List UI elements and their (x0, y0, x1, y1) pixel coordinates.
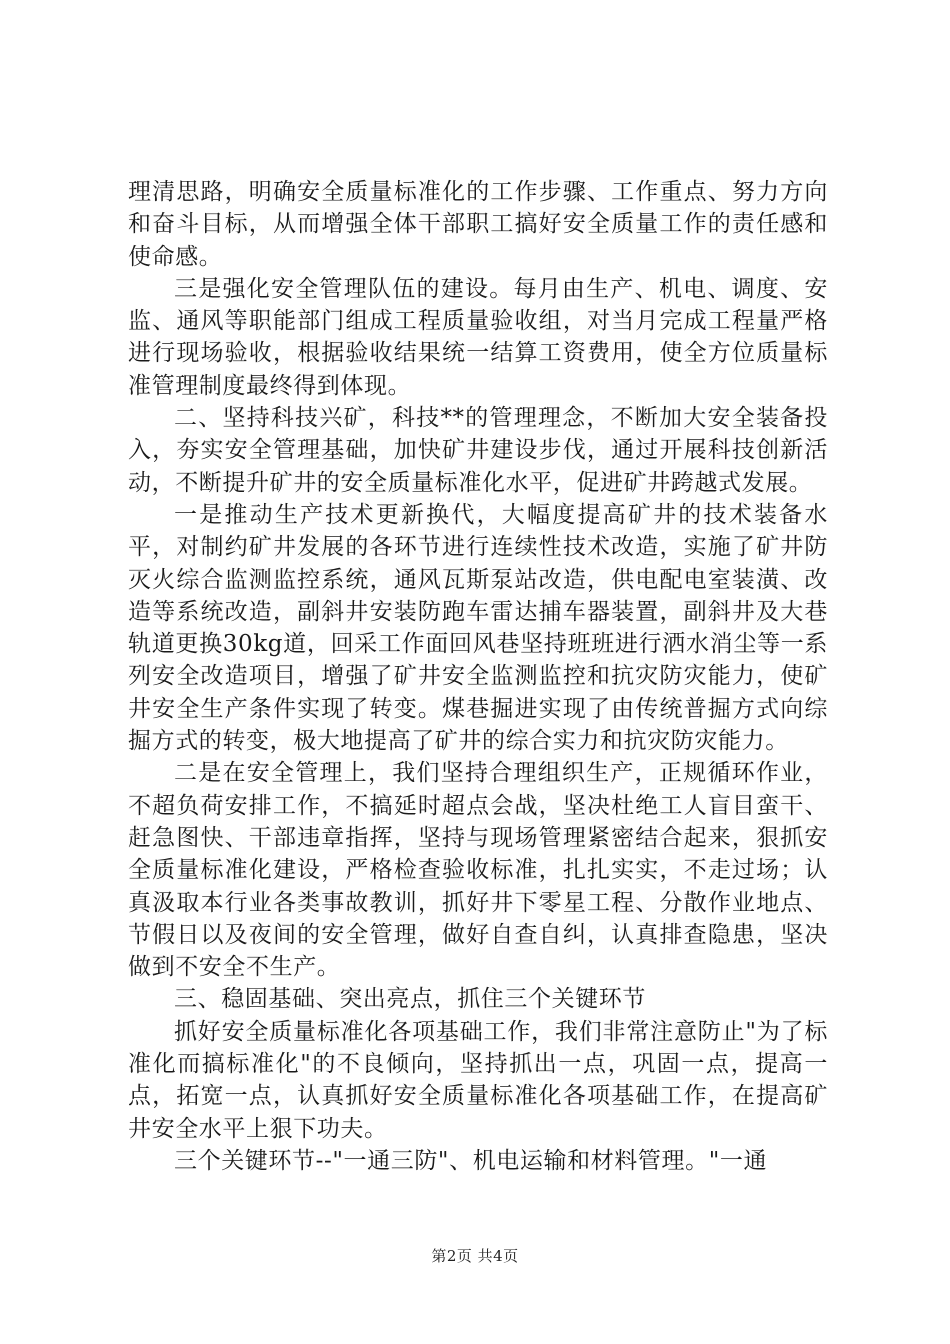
page-number-footer: 第2页 共4页 (431, 1247, 519, 1265)
paragraph-5: 二是在安全管理上，我们坚持合理组织生产，正规循环作业，不超负荷安排工作，不搞延时超点会战，坚决杜绝工人盲目蛮干、赶急图快、干部违章指挥，坚持与现场管理紧密结合起来，狠抓安全质量标准化建设，严格检查验收标准，扎扎实实，不走过场；认真汲取本行业各类事故教训，抓好井下零星工程、分散作业地点、节假日以及夜间的安全管理，做好自查自纠，认真排查隐患，坚决做到不安全不生产。 (128, 760, 828, 981)
paragraph-4: 一是推动生产技术更新换代，大幅度提高矿井的技术装备水平，对制约矿井发展的各环节进行连续性技术改造，实施了矿井防灭火综合监测监控系统，通风瓦斯泵站改造，供电配电室装潢、改造等系统改造，副斜井安装防跑车雷达捕车器装置，副斜井及大巷轨道更换30kg道，回采工作面回风巷坚持班班进行洒水消尘等一系列安全改造项目，增强了矿井安全监测监控和抗灾防灾能力，使矿井安全生产条件实现了转变。煤巷掘进实现了由传统普掘方式向综掘方式的转变，极大地提高了矿井的综合实力和抗灾防灾能力。 (128, 501, 828, 755)
document-body (128, 176, 828, 1177)
paragraph-2: 三是强化安全管理队伍的建设。每月由生产、机电、调度、安监、通风等职能部门组成工程质量验收组，对当月完成工程量严格进行现场验收，根据验收结果统一结算工资费用，使全方位质量标准管理制度最终得到体现。 (128, 275, 828, 399)
section-heading-3: 三、稳固基础、突出亮点，抓住三个关键环节 (174, 986, 646, 1013)
paragraph-3: 二、坚持科技兴矿，科技**的管理理念，不断加大安全装备投入，夯实安全管理基础，加快矿井建设步伐，通过开展科技创新活动，不断提升矿井的安全质量标准化水平，促进矿井跨越式发展。 (128, 405, 828, 496)
paragraph-8: 三个关键环节--"一通三防"、机电运输和材料管理。"一通 (174, 1147, 768, 1174)
paragraph-1: 理清思路，明确安全质量标准化的工作步骤、工作重点、努力方向和奋斗目标，从而增强全体干部职工搞好安全质量工作的责任感和使命感。 (128, 179, 828, 270)
paragraph-7: 抓好安全质量标准化各项基础工作，我们非常注意防止"为了标准化而搞标准化"的不良倾向，坚持抓出一点，巩固一点，提高一点，拓宽一点，认真抓好安全质量标准化各项基础工作，在提高矿井安全水平上狠下功夫。 (128, 1018, 828, 1142)
